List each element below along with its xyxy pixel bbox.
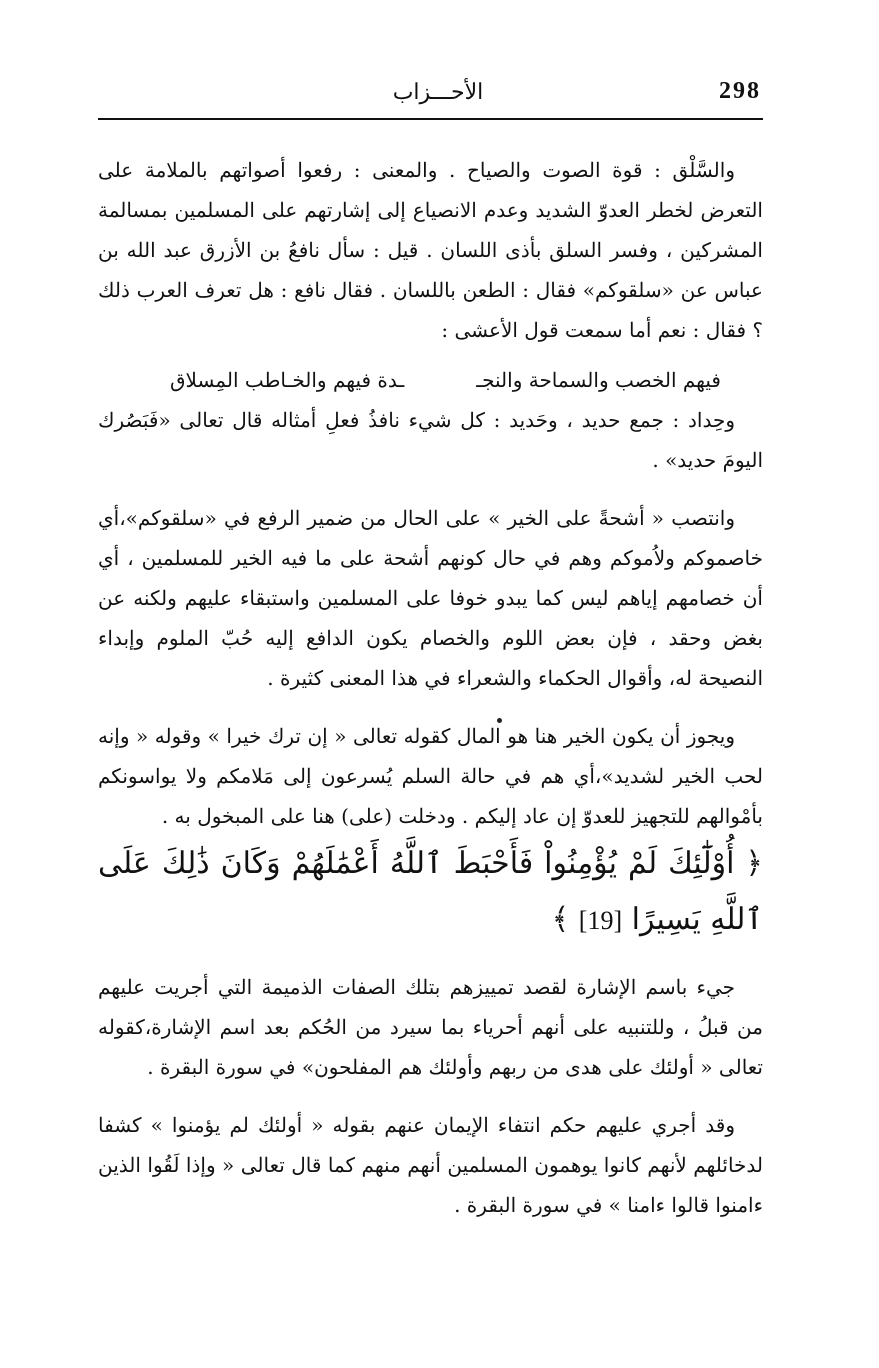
paragraph-khayr: ويجوز أن يكون الخير هنا هو المال كقوله تعالى « إن ترك خيرا » وقوله « وإنه لحب الخير لشديد»،أي هم في حالة السلم يُسرعون إلى مَلامكم ولا يواسونكم بأمْوالهم للتجهيز للعدوّ إن عاد إليكم . ودخلت (على) هنا على المبخول به . bbox=[98, 724, 763, 828]
paragraph-salq: والسَّلْق : قوة الصوت والصياح . والمعنى : رفعوا أصواتهم بالملامة على التعرض لخطر العدوّ الشديد وعدم الانصياع إلى إشارتهم على المسلمين بمسالمة المشركين ، وفسر السلق بأذى اللسان . قيل : سأل نافعُ بن الأزرق عبد الله بن عباس عن «سلقوكم» فقال : الطعن باللسان . فقال نافع : هل تعرف العرب ذلك ؟ فقال : نعم أما سمعت قول الأعشى : bbox=[98, 158, 763, 342]
header-divider bbox=[98, 118, 763, 120]
paragraph-iman: وقد أجري عليهم حكم انتفاء الإيمان عنهم بقوله « أولئك لم يؤمنوا » كشفا لدخائلهم لأنهم كانوا يوهمون المسلمين أنهم منهم كما قال تعالى « وإذا لَقُوا الذين ءامنوا قالوا ءامنا » في سورة البقرة . bbox=[98, 1113, 764, 1217]
ayah-number: [19] bbox=[578, 906, 623, 935]
paragraph-hidad: وحِداد : جمع حديد ، وحَديد : كل شيء نافذُ فعلِ أمثاله قال تعالى «فَبَصُرك اليومَ حديد» . bbox=[98, 408, 763, 472]
page-header bbox=[98, 78, 761, 118]
ink-speck bbox=[497, 718, 502, 723]
commentary-body bbox=[98, 150, 763, 1225]
paragraph-ishara: جيء باسم الإشارة لقصد تمييزهم بتلك الصفات الذميمة التي أجريت عليهم من قبلُ ، وللتنبيه على أنهم أحرياء بما سيرد من الحُكم بعد اسم الإشارة،كقوله تعالى « أولئك على هدى من ربهم وأولئك هم المفلحون» في سورة البقرة . bbox=[98, 975, 763, 1079]
verse-first-hemistich: فيهم الخصب والسماحة والنجـ bbox=[476, 368, 721, 392]
quran-ayah bbox=[98, 836, 763, 949]
verse-second-hemistich: ـدة فيهم والخـاطب المِسلاق bbox=[170, 368, 405, 392]
page-number: 298 bbox=[719, 78, 761, 104]
poetry-verse bbox=[98, 360, 763, 400]
ayah-open-bracket: ﴿ bbox=[745, 846, 763, 881]
surah-name: الأحـــزاب bbox=[392, 80, 484, 105]
ayah-text: أُوْلَٰٓئِكَ لَمْ يُؤْمِنُواْ فَأَحْبَطَ ٱللَّهُ أَعْمَٰلَهُمْ وَكَانَ ذَٰلِكَ عَلَى ٱللَّهِ يَسِيرًا bbox=[98, 846, 763, 937]
paragraph-ashihha: وانتصب « أشحةً على الخير » على الحال من ضمير الرفع في «سلقوكم»،أي خاصموكم ولاُموكم وهم في حال كونهم أشحة على ما فيه الخير للمسلمين ، أي أن خصامهم إياهم ليس كما يبدو خوفا على المسلمين واستبقاء عليهم ولكنه عن بغض وحقد ، فإن بعض اللوم والخصام يكون الدافع إليه حُبّ الملوم وإبداء النصيحة له، وأقوال الحكماء والشعراء في هذا المعنى كثيرة . bbox=[98, 506, 763, 690]
ayah-close-bracket: ﴾ bbox=[551, 902, 570, 937]
